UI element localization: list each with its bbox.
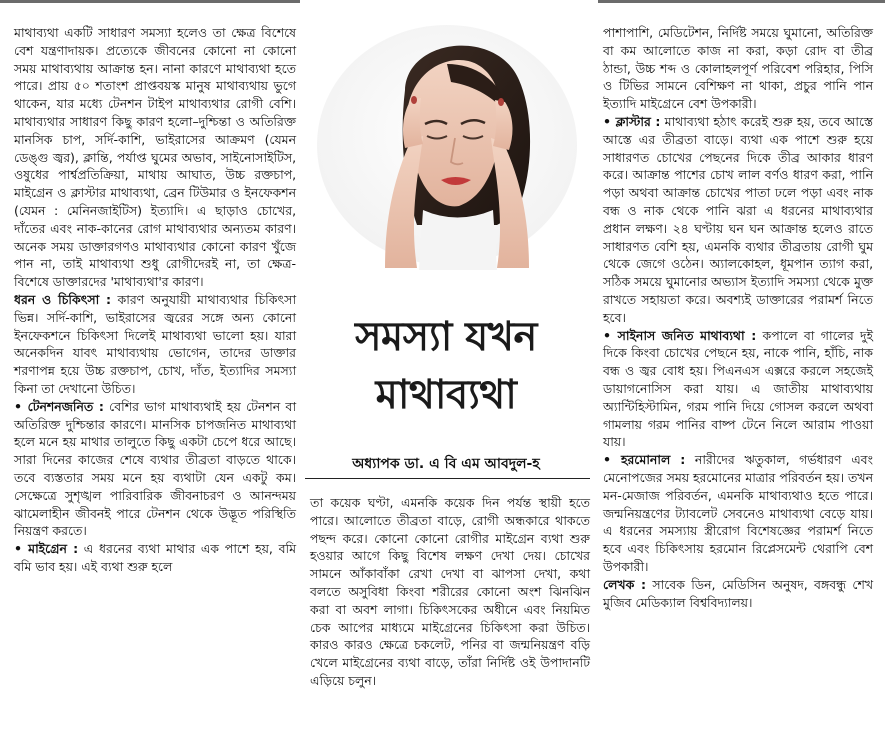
article-column-1: [14, 24, 296, 576]
hormonal-paragraph: • হরমোনাল : নারীদের ঋতুকাল, গর্ভধারণ এবং মেনোপজের সময় হরমোনের মাত্রার পরিবর্তন হয়। তখন মন-মেজাজ পরিবর্তন, এমনকি মাথাব্যথাও হতে পারে। জন্মনিয়ন্ত্রণের ট্যাবলেট সেবনেও মাথাব্যথা বেড়ে যায়। এ ধরনের সমস্যায় স্ত্রীরোগ বিশেষজ্ঞের পরামর্শ নিতে হবে এবং চিকিৎসায় হরমোন রিপ্লেসমেন্ট থেরাপি বেশ উপকারী।: [603, 452, 873, 574]
cluster-paragraph: • ক্লাস্টার : মাথাব্যথা হঠাৎ করেই শুরু হয়, তবে আস্তে আস্তে এর তীব্রতা বাড়ে। ব্যথা এক পাশে শুরু হয়ে সাধারণত চোখের পেছনের দিকে তীব্র আকার ধারণ করে। আক্রান্ত পাশের চোখ লাল বর্ণও ধারণ করা, পানি পড়া অথবা আক্রান্ত চোখের পাতা ঢলে পড়া এবং নাক বন্ধ ও নাক থেকে পানি ঝরা এ ধরনের মাথাব্যথার প্রধান লক্ষণ। ২৪ ঘণ্টায় ঘন ঘন আক্রান্ত হলেও রাতে সাধারণত বেশি হয়, এমনকি ব্যথার তীব্রতায় রোগী ঘুম থেকে জেগে ওঠেন। অ্যালকোহল, ধূমপান ত্যাগ করা, সঠিক সময়ে ঘুমানোর অভ্যাস ইত্যাদি সমস্যা থেকে মুক্ত রাখতে সহায়তা করে। অবশ্যই ডাক্তারের পরামর্শ নিতে হবে।: [603, 113, 873, 325]
top-rule-left: [0, 0, 300, 3]
section-heading: • হরমোনাল :: [603, 452, 686, 468]
migraine-continued-paragraph: তা কয়েক ঘণ্টা, এমনকি কয়েক দিন পর্যন্ত স্থায়ী হতে পারে। আলোতে তীব্রতা বাড়ে, রোগী অন্ধকারে থাকতে পছন্দ করে। কোনো কোনো রোগীর মাইগ্রেন ব্যথা শুরু হওয়ার আগে কিছু বিশেষ লক্ষণ দেখা দেয়। চোখের সামনে আঁকাবাঁকা রেখা দেখা বা ঝাপসা দেখা, কথা বলতে অসুবিধা কিংবা শরীরের কোনো অংশ ঝিনঝিন করা বা অবশ লাগা। চিকিৎসকের অধীনে এবং নিয়মিত চেক আপের মাধ্যমে মাইগ্রেনের চিকিৎসা করা উচিত। কারও কারও ক্ষেত্রে চকলেট, পনির বা জন্মনিয়ন্ত্রণ বড়ি খেলে মাইগ্রেনের ব্যথা বাড়ে, তাঁরা নির্দিষ্ট ওই উপাদানটি এড়িয়ে চলুন।: [310, 495, 590, 688]
byline-divider: [305, 478, 590, 479]
migraine-tips-paragraph: পাশাপাশি, মেডিটেশন, নির্দিষ্ট সময়ে ঘুমানো, অতিরিক্ত বা কম আলোতে কাজ না করা, কড়া রোদ বা তীব্র ঠান্ডা, উচ্চ শব্দ ও কোলাহলপূর্ণ পরিবেশ পরিহার, পিসি ও টিভির সামনে বেশিক্ষণ না থাকা, প্রচুর পানি পান ইত্যাদি মাইগ্রেনে বেশ উপকারী।: [603, 25, 873, 112]
byline: অধ্যাপক ডা. এ বি এম আবদুল-হ: [352, 456, 540, 472]
section-heading: • সাইনাস জনিত মাথাব্যথা :: [603, 327, 757, 343]
sinus-paragraph: • সাইনাস জনিত মাথাব্যথা : কপালে বা গালের দুই দিকে কিংবা চোখের পেছনে হয়, নাকে পানি, হাঁচি, নাক বন্ধ ও জ্বর বোধ হয়। পিএনএস এক্সরে করলে সহজেই ডায়াগনোসিস করা যায়। এ জাতীয় মাথাব্যথায় অ্যান্টিহিস্টামিন, গরম পানি দিয়ে গোসল করলে অথবা গামলায় গরম পানির বাষ্প টেনে নিলে আরাম পাওয়া যায়।: [603, 327, 873, 450]
section-heading: ধরন ও চিকিৎসা :: [14, 291, 111, 307]
section-heading: • টেনশনজনিত :: [14, 398, 104, 414]
author-label: লেখক :: [603, 576, 646, 592]
section-heading: • ক্লাস্টার :: [603, 113, 661, 129]
article-column-2: [310, 494, 590, 690]
tension-paragraph: • টেনশনজনিত : বেশির ভাগ মাথাব্যথাই হয় টেনশন বা অতিরিক্ত দুশ্চিন্তার কারণে। মানসিক চাপজনিত মাথাব্যথা হলে মনে হয় মাথার তালুতে কিছু একটা চেপে ধরে আছে। সারা দিনের কাজের শেষে ব্যথার তীব্রতা বাড়তে থাকে। তবে ব্যস্ততার সময় মনে হয় ব্যথাটা যেন একটু কম। সেক্ষেত্রে সুশৃঙ্খল পারিবারিক জীবনাচরণ ও আনন্দময় ঝামেলাহীন জীবনই পারে টেনশন থেকে উদ্ভূত পরিস্থিতি নিয়ন্ত্রণ করতে।: [14, 398, 296, 539]
migraine-paragraph: • মাইগ্রেন : এ ধরনের ব্যথা মাথার এক পাশে হয়, বমি বমি ভাব হয়। এই ব্যথা শুরু হলে: [14, 541, 296, 574]
section-heading: • মাইগ্রেন :: [14, 541, 79, 557]
headline-line-1: সমস্যা যখন: [355, 313, 537, 360]
author-paragraph: লেখক : সাবেক ডিন, মেডিসিন অনুষদ, বঙ্গবন্ধু শেখ মুজিব মেডিক্যাল বিশ্ববিদ্যালয়।: [603, 576, 874, 610]
intro-paragraph: মাথাব্যথা একটি সাধারণ সমস্যা হলেও তা ক্ষেত্র বিশেষে বেশ যন্ত্রণাদায়ক। প্রত্যেকে জীবনের কোনো না কোনো সময় মাথাব্যথায় আক্রান্ত হন। নানা কারণে মাথাব্যথা হতে পারে। প্রায় ৫০ শতাংশ প্রাপ্তবয়স্ক মানুষ মাথাব্যথায় ভুগে থাকেন, যার মধ্যে টেনশন টাইপ মাথাব্যথার রোগী বেশি। মাথাব্যথার সাধারণ কিছু কারণ হলো–দুশ্চিন্তা ও অতিরিক্ত মানসিক চাপ, সর্দি-কাশি, ভাইরাসের আক্রমণ (যেমন ডেঙ্গু জ্বর), ক্লান্তি, পর্যাপ্ত ঘুমের অভাব, সাইনোসাইটিস, ওষুধের পার্শ্বপ্রতিক্রিয়া, মাথায় আঘাত, উচ্চ রক্তচাপ, মাইগ্রেন ও ক্লাস্টার মাথাব্যথা, ব্রেন টিউমার ও ইনফেকশন (যেমন : মেনিনজাইটিস) ইত্যাদি। এ ছাড়াও চোখের, দাঁতের এবং নাক-কানের রোগ মাথাব্যথার অন্যতম কারণ। অনেক সময় ডাক্তারগণও মাথাব্যথার কোনো কারণ খুঁজে পান না, তাই মাথাব্যথা শুধু রোগীদেরই না, তা ক্ষেত্র-বিশেষে ডাক্তারদের 'মাথাব্যথা'র কারণ।: [14, 25, 296, 290]
top-rule-right: [598, 0, 885, 3]
article-column-3: [603, 24, 873, 611]
headline-line-2: মাথাব্যথা: [375, 371, 517, 418]
types-treatment-paragraph: ধরন ও চিকিৎসা : কারণ অনুযায়ী মাথাব্যথার চিকিৎসা ভিন্ন। সর্দি-কাশি, ভাইরাসের জ্বরের সঙ্গে অন্য কোনো ইনফেকশনে চিকিৎসা দিলেই মাথাব্যথা ভালো হয়। যারা অনেকদিন যাবৎ মাথাব্যথায় ভোগেন, তাদের ডাক্তার শরণাপন্ন হয়ে উচ্চ রক্তচাপ, চোখ, দাঁত, ইত্যাদির সমস্যা কিনা তা দেখানো উচিত।: [14, 291, 296, 396]
headache-woman-photo: [297, 20, 597, 270]
headline: [300, 308, 592, 424]
